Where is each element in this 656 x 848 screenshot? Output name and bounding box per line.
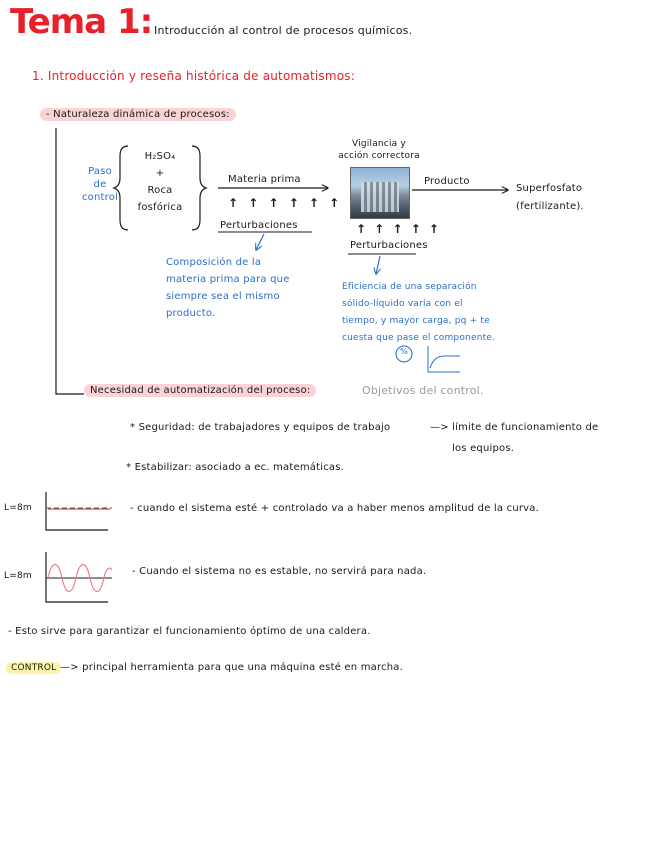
naturaleza-label: - Naturaleza dinámica de procesos:: [40, 108, 236, 121]
blue-arrow-2: [376, 256, 380, 274]
graph2-text: - Cuando el sistema no es estable, no servirá para nada.: [132, 566, 427, 577]
graph1-axes: [46, 492, 108, 530]
graph1-text: - cuando el sistema esté + controlado va a haber menos amplitud de la curva.: [130, 503, 539, 514]
bullet-seguridad-limit: —> límite de funcionamiento de: [430, 422, 599, 433]
esto-sirve-text: - Esto sirve para garantizar el funcionamiento óptimo de una caldera.: [8, 626, 371, 637]
left-brace: [114, 146, 128, 230]
note-line: cuesta que pase el componente.: [342, 333, 496, 343]
perturbaciones-label-1: Perturbaciones: [220, 220, 298, 231]
reactant: Roca: [147, 185, 173, 196]
note-line: materia prima para que: [166, 274, 290, 285]
producto-label: Producto: [424, 176, 470, 187]
right-brace: [192, 146, 206, 230]
paso-line: control: [81, 192, 119, 203]
superfosfato-line: Superfosfato: [516, 183, 583, 194]
bullet-estabilizar: * Estabilizar: asociado a ec. matemáticas.: [126, 462, 345, 473]
mini-curve-axes: [428, 346, 460, 372]
page-title: Tema 1:: [10, 2, 153, 42]
note-line: producto.: [166, 308, 216, 319]
perturbation-arrows: ↑ ↑ ↑ ↑ ↑ ↑: [228, 196, 343, 210]
control-text: —> principal herramienta para que una máquina esté en marcha.: [60, 662, 404, 673]
vigilancia-line: acción correctora: [338, 151, 420, 161]
vigilancia-line: Vigilancia y: [352, 139, 406, 149]
note-line: Composición de la: [166, 257, 262, 268]
mini-curve: [430, 356, 460, 368]
blue-arrow-1: [256, 234, 264, 250]
paso-line: de: [93, 179, 107, 190]
page-subtitle: Introducción al control de procesos químicos.: [154, 24, 413, 37]
bullet-seguridad-cont: los equipos.: [452, 443, 515, 454]
section-heading: 1. Introducción y reseña histórica de automatismos:: [32, 69, 355, 83]
materia-prima-label: Materia prima: [228, 174, 301, 185]
note-line: sólido-líquido varía con el: [342, 299, 463, 309]
perturbation-arrows-2: ↑ ↑ ↑ ↑ ↑: [356, 222, 441, 236]
reactant: fosfórica: [137, 202, 183, 213]
tree-line: [56, 128, 84, 394]
objetivos-label: Objetivos del control.: [362, 384, 484, 397]
note-line: tiempo, y mayor carga, pq + te: [342, 316, 490, 326]
bullet-seguridad: * Seguridad: de trabajadores y equipos de trabajo: [130, 422, 391, 433]
reactant: H₂SO₄: [144, 151, 176, 162]
paso-line: Paso: [88, 166, 112, 177]
note-line: Eficiencia de una separación: [342, 282, 477, 292]
percent-circle-label: %: [400, 347, 408, 356]
note-line: siempre sea el mismo: [166, 291, 280, 302]
graph1-label: L=8m: [4, 503, 32, 513]
graph2-axes: [46, 552, 108, 602]
graph2-label: L=8m: [4, 571, 32, 581]
reactant: +: [155, 168, 165, 179]
superfosfato-line: (fertilizante).: [516, 201, 584, 212]
control-tag: CONTROL: [6, 662, 61, 674]
perturbaciones-label-2: Perturbaciones: [350, 240, 428, 251]
necesidad-label: Necesidad de automatización del proceso:: [84, 384, 316, 397]
percent-circle: [396, 346, 412, 362]
